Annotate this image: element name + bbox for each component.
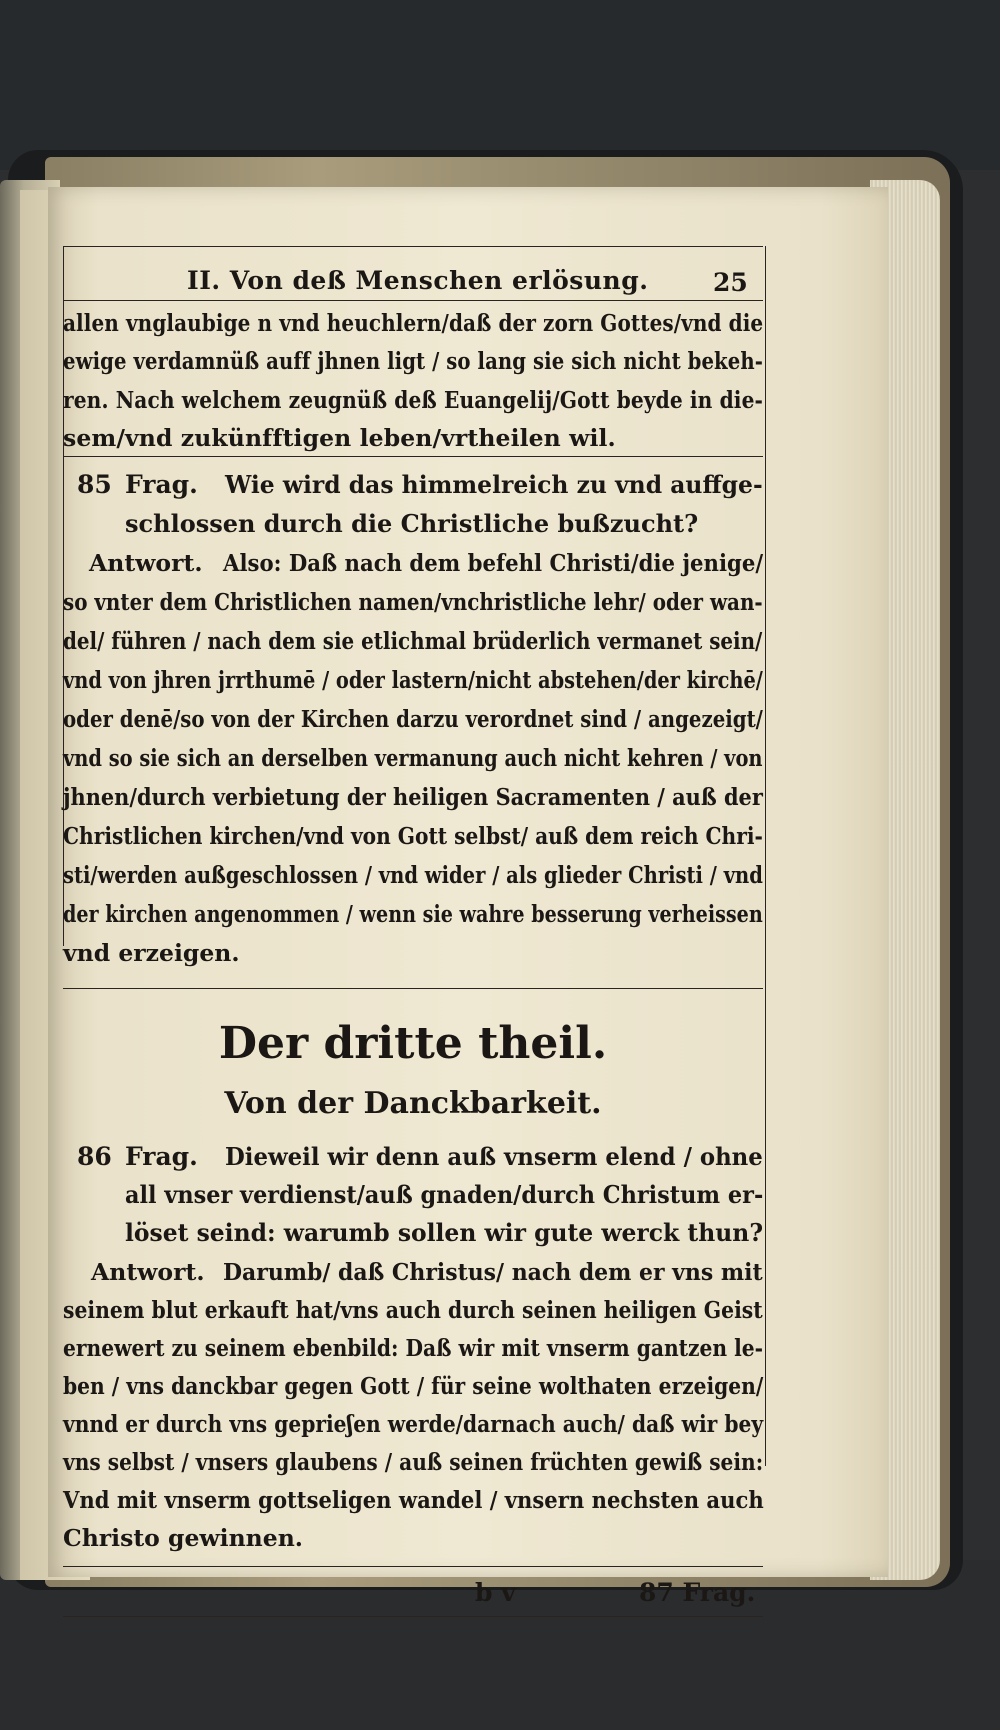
question-label: Frag. <box>125 470 198 499</box>
answer-line: jhnen/durch verbietung der heiligen Sacramenten / auß der <box>63 783 763 811</box>
section-subtitle: Von der Danckbarkeit. <box>224 1086 602 1121</box>
text-line: ewige verdamnüß auff jhnen ligt / so lang sie sich nicht bekeh- <box>63 347 763 376</box>
question-text-line: Dieweil wir denn auß vnserm elend / ohne <box>225 1142 763 1171</box>
answer-line: der kirchen angenommen / wenn sie wahre besserung verheissen <box>63 900 763 928</box>
section-title: Der dritte theil. <box>218 1018 608 1069</box>
header-bottom-rule <box>63 300 763 301</box>
answer-line: so vnter dem Christlichen namen/vnchristliche lehr/ oder wan- <box>63 588 763 616</box>
section-rule <box>63 988 763 989</box>
running-title: II. Von deß Menschen erlösung. <box>187 266 649 295</box>
footer-bottom-rule <box>63 1616 763 1617</box>
backdrop <box>0 0 1000 170</box>
header-top-rule <box>63 246 763 247</box>
question-text-line: schlossen durch die Christliche bußzucht? <box>125 509 699 538</box>
question-number: 85 <box>77 470 112 499</box>
catchword: 87 Frag. <box>639 1578 756 1607</box>
answer-line: Vnd mit vnserm gottseligen wandel / vnsern nechsten auch <box>63 1486 764 1514</box>
answer-line: vnnd er durch vns geprieʃen werde/darnach auch/ daß wir bey <box>63 1410 764 1438</box>
text-line: sem/vnd zukünfftigen leben/vrtheilen wil. <box>63 423 616 452</box>
answer-line: del/ führen / nach dem sie etlichmal brüderlich vermanet sein/ <box>63 627 763 655</box>
page-header <box>63 262 763 302</box>
question-text-line: Wie wird das himmelreich zu vnd auffge- <box>225 470 763 499</box>
answer-line: ben / vns danckbar gegen Gott / für seine wolthaten erzeigen/ <box>63 1372 764 1400</box>
answer-line: vnd so sie sich an derselben vermanung auch nicht kehren / von <box>63 744 763 772</box>
answer-line: oder denē/so von der Kirchen darzu verordnet sind / angezeigt/ <box>63 705 763 733</box>
answer-line: Also: Daß nach dem befehl Christi/die jenige/ <box>223 549 764 577</box>
question-text-line: all vnser verdienst/auß gnaden/durch Christum er- <box>125 1180 764 1209</box>
answer-line: ernewert zu seinem ebenbild: Daß wir mit vnserm gantzen le- <box>63 1334 764 1362</box>
signature-mark: b v <box>475 1578 516 1607</box>
answer-line: vns selbst / vnsers glaubens / auß seinen früchten gewiß sein: <box>63 1448 764 1476</box>
answer-line: Christo gewinnen. <box>63 1524 303 1552</box>
answer-line: vnd von jhren jrrthumē / oder lastern/nicht abstehen/der kirchē/ <box>63 666 763 694</box>
answer-label: Antwort. <box>91 1258 205 1286</box>
text-line: ren. Nach welchem zeugnüß deß Euangelij/Gott beyde in die- <box>63 385 763 414</box>
answer-label: Antwort. <box>89 549 203 577</box>
answer-line: Darumb/ daß Christus/ nach dem er vns mit <box>223 1258 763 1286</box>
section-rule <box>63 456 763 457</box>
page-number: 25 <box>713 268 748 297</box>
question-text-line: löset seind: warumb sollen wir gute werck thun? <box>125 1218 764 1247</box>
answer-line: Christlichen kirchen/vnd von Gott selbst/ auß dem reich Chri- <box>63 822 763 850</box>
answer-line: sti/werden außgeschlossen / vnd wider / als glieder Christi / vnd <box>63 861 763 889</box>
text-line: allen vnglaubige n vnd heuchlern/daß der zorn Gottes/vnd die <box>63 309 764 337</box>
answer-line: vnd erzeigen. <box>63 939 240 967</box>
paragraph-continuation <box>63 304 763 457</box>
footer-rule <box>63 1566 763 1567</box>
question-number: 86 <box>77 1142 112 1171</box>
answer-line: seinem blut erkauft hat/vns auch durch seinen heiligen Geist <box>63 1296 763 1324</box>
right-frame-line <box>765 246 766 1466</box>
question-label: Frag. <box>125 1142 198 1171</box>
